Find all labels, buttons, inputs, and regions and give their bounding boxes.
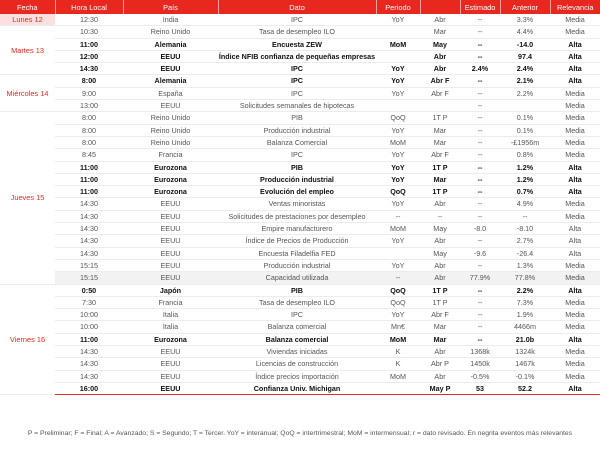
- hora-cell: 11:00: [55, 333, 123, 345]
- relevancia-cell: Media: [550, 149, 600, 161]
- hora-cell: 12:00: [55, 50, 123, 62]
- relevancia-cell: Media: [550, 112, 600, 124]
- table-row: [0, 333, 600, 345]
- mes-cell: Mar: [420, 173, 460, 185]
- relevancia-cell: Alta: [550, 75, 600, 87]
- table-row: [0, 198, 600, 210]
- hora-cell: 12:30: [55, 14, 123, 26]
- table-row: [0, 382, 600, 394]
- dato-cell: IPC: [218, 87, 376, 99]
- table-row: [0, 284, 600, 296]
- mes-cell: 1T P: [420, 112, 460, 124]
- header-periodo-mes: [420, 0, 460, 14]
- anterior-cell: 2.2%: [500, 87, 550, 99]
- table-row: [0, 136, 600, 148]
- periodo-cell: MoM: [376, 333, 420, 345]
- periodo-cell: YoY: [376, 124, 420, 136]
- periodo-cell: YoY: [376, 309, 420, 321]
- anterior-cell: 1324k: [500, 346, 550, 358]
- periodo-cell: QoQ: [376, 112, 420, 124]
- estimado-cell: --: [460, 186, 500, 198]
- hora-cell: 14:30: [55, 370, 123, 382]
- header-pais: País: [123, 0, 218, 14]
- pais-cell: Reino Unido: [123, 26, 218, 38]
- periodo-cell: YoY: [376, 235, 420, 247]
- hora-cell: 14:30: [55, 223, 123, 235]
- relevancia-cell: Alta: [550, 50, 600, 62]
- anterior-cell: 0.1%: [500, 112, 550, 124]
- mes-cell: Abr: [420, 235, 460, 247]
- dato-cell: IPC: [218, 75, 376, 87]
- anterior-cell: -26.4: [500, 247, 550, 259]
- periodo-cell: [376, 382, 420, 394]
- table-row: [0, 14, 600, 26]
- periodo-cell: YoY: [376, 87, 420, 99]
- dato-cell: Producción industrial: [218, 259, 376, 271]
- estimado-cell: --: [460, 284, 500, 296]
- hora-cell: 8:00: [55, 75, 123, 87]
- dato-cell: IPC: [218, 14, 376, 26]
- hora-cell: 14:30: [55, 247, 123, 259]
- periodo-cell: [376, 26, 420, 38]
- hora-cell: 9:00: [55, 87, 123, 99]
- relevancia-cell: Alta: [550, 161, 600, 173]
- relevancia-cell: Alta: [550, 173, 600, 185]
- pais-cell: EEUU: [123, 223, 218, 235]
- anterior-cell: 1.2%: [500, 161, 550, 173]
- estimado-cell: --: [460, 100, 500, 112]
- mes-cell: Abr: [420, 370, 460, 382]
- relevancia-cell: Alta: [550, 186, 600, 198]
- anterior-cell: 52.2: [500, 382, 550, 394]
- dato-cell: Solicitudes de prestaciones por desempleo: [218, 210, 376, 222]
- relevancia-cell: Alta: [550, 63, 600, 75]
- hora-cell: 14:30: [55, 198, 123, 210]
- estimado-cell: --: [460, 198, 500, 210]
- anterior-cell: 1.2%: [500, 173, 550, 185]
- hora-cell: 16:00: [55, 382, 123, 394]
- periodo-cell: YoY: [376, 63, 420, 75]
- estimado-cell: --: [460, 75, 500, 87]
- periodo-cell: MoM: [376, 136, 420, 148]
- mes-cell: Mar: [420, 124, 460, 136]
- dato-cell: Balanza comercial: [218, 333, 376, 345]
- mes-cell: May: [420, 247, 460, 259]
- relevancia-cell: Media: [550, 259, 600, 271]
- header-periodo: Periodo: [376, 0, 420, 14]
- table-row: [0, 223, 600, 235]
- estimado-cell: 1368k: [460, 346, 500, 358]
- estimado-cell: --: [460, 14, 500, 26]
- table-row: [0, 50, 600, 62]
- mes-cell: Mar: [420, 321, 460, 333]
- date-cell: Jueves 15: [0, 112, 55, 284]
- pais-cell: EEUU: [123, 370, 218, 382]
- mes-cell: Mar: [420, 333, 460, 345]
- relevancia-cell: Media: [550, 346, 600, 358]
- dato-cell: Producción industrial: [218, 173, 376, 185]
- estimado-cell: --: [460, 333, 500, 345]
- estimado-cell: -9.6: [460, 247, 500, 259]
- mes-cell: Abr P: [420, 358, 460, 370]
- relevancia-cell: Media: [550, 14, 600, 26]
- anterior-cell: 7.3%: [500, 296, 550, 308]
- estimado-cell: --: [460, 309, 500, 321]
- table-row: [0, 173, 600, 185]
- hora-cell: 14:30: [55, 63, 123, 75]
- estimado-cell: --: [460, 296, 500, 308]
- header-fecha: Fecha: [0, 0, 55, 14]
- hora-cell: 15:15: [55, 272, 123, 284]
- periodo-cell: YoY: [376, 149, 420, 161]
- relevancia-cell: Media: [550, 87, 600, 99]
- table-row: [0, 210, 600, 222]
- relevancia-cell: Media: [550, 272, 600, 284]
- pais-cell: Japón: [123, 284, 218, 296]
- hora-cell: 7:30: [55, 296, 123, 308]
- periodo-cell: --: [376, 210, 420, 222]
- mes-cell: Mar: [420, 136, 460, 148]
- anterior-cell: 2.1%: [500, 75, 550, 87]
- pais-cell: Francia: [123, 149, 218, 161]
- relevancia-cell: Media: [550, 296, 600, 308]
- dato-cell: Empire manufacturero: [218, 223, 376, 235]
- periodo-cell: YoY: [376, 161, 420, 173]
- anterior-cell: 4.4%: [500, 26, 550, 38]
- periodo-cell: MoM: [376, 38, 420, 50]
- pais-cell: EEUU: [123, 382, 218, 394]
- table-row: [0, 235, 600, 247]
- mes-cell: 1T P: [420, 296, 460, 308]
- relevancia-cell: Alta: [550, 247, 600, 259]
- relevancia-cell: Media: [550, 309, 600, 321]
- periodo-cell: K: [376, 346, 420, 358]
- hora-cell: 11:00: [55, 173, 123, 185]
- mes-cell: Abr F: [420, 149, 460, 161]
- periodo-cell: YoY: [376, 14, 420, 26]
- date-cell: Lunes 12: [0, 14, 55, 26]
- table-row: [0, 259, 600, 271]
- relevancia-cell: Media: [550, 100, 600, 112]
- hora-cell: 8:00: [55, 136, 123, 148]
- hora-cell: 0:50: [55, 284, 123, 296]
- header-relevancia: Relevancia: [550, 0, 600, 14]
- hora-cell: 11:00: [55, 161, 123, 173]
- anterior-cell: [500, 100, 550, 112]
- relevancia-cell: Media: [550, 124, 600, 136]
- pais-cell: India: [123, 14, 218, 26]
- periodo-cell: K: [376, 358, 420, 370]
- periodo-cell: --: [376, 272, 420, 284]
- hora-cell: 8:00: [55, 124, 123, 136]
- mes-cell: Abr F: [420, 309, 460, 321]
- estimado-cell: --: [460, 235, 500, 247]
- anterior-cell: 4466m: [500, 321, 550, 333]
- hora-cell: 8:00: [55, 112, 123, 124]
- estimado-cell: --: [460, 38, 500, 50]
- dato-cell: Capacidad utilizada: [218, 272, 376, 284]
- anterior-cell: 97.4: [500, 50, 550, 62]
- table-row: [0, 149, 600, 161]
- pais-cell: EEUU: [123, 50, 218, 62]
- estimado-cell: --: [460, 173, 500, 185]
- estimado-cell: --: [460, 50, 500, 62]
- table-row: [0, 26, 600, 38]
- dato-cell: Balanza Comercial: [218, 136, 376, 148]
- pais-cell: Italia: [123, 321, 218, 333]
- pais-cell: Eurozona: [123, 186, 218, 198]
- pais-cell: EEUU: [123, 259, 218, 271]
- relevancia-cell: Alta: [550, 382, 600, 394]
- hora-cell: 14:30: [55, 358, 123, 370]
- pais-cell: Francia: [123, 296, 218, 308]
- anterior-cell: 4.9%: [500, 198, 550, 210]
- anterior-cell: 0.8%: [500, 149, 550, 161]
- periodo-cell: YoY: [376, 75, 420, 87]
- relevancia-cell: Media: [550, 26, 600, 38]
- periodo-cell: [376, 247, 420, 259]
- estimado-cell: --: [460, 321, 500, 333]
- table-row: [0, 370, 600, 382]
- anterior-cell: 2.7%: [500, 235, 550, 247]
- date-cell: Martes 13: [0, 26, 55, 75]
- estimado-cell: 77.9%: [460, 272, 500, 284]
- estimado-cell: --: [460, 210, 500, 222]
- mes-cell: [420, 100, 460, 112]
- date-cell: Viernes 16: [0, 284, 55, 395]
- dato-cell: PIB: [218, 112, 376, 124]
- pais-cell: EEUU: [123, 358, 218, 370]
- dato-cell: Tasa de desempleo ILO: [218, 296, 376, 308]
- dato-cell: Viviendas iniciadas: [218, 346, 376, 358]
- estimado-cell: --: [460, 26, 500, 38]
- anterior-cell: 3.3%: [500, 14, 550, 26]
- anterior-cell: 1467k: [500, 358, 550, 370]
- relevancia-cell: Media: [550, 198, 600, 210]
- table-row: [0, 124, 600, 136]
- estimado-cell: -8.0: [460, 223, 500, 235]
- mes-cell: May: [420, 223, 460, 235]
- hora-cell: 10:30: [55, 26, 123, 38]
- relevancia-cell: Alta: [550, 38, 600, 50]
- mes-cell: --: [420, 210, 460, 222]
- table-header-row: [0, 0, 600, 14]
- anterior-cell: 0.7%: [500, 186, 550, 198]
- relevancia-cell: Alta: [550, 333, 600, 345]
- dato-cell: PIB: [218, 284, 376, 296]
- periodo-cell: QoQ: [376, 296, 420, 308]
- table-row: [0, 38, 600, 50]
- date-cell: Miércoles 14: [0, 75, 55, 112]
- dato-cell: Evolución del empleo: [218, 186, 376, 198]
- dato-cell: IPC: [218, 309, 376, 321]
- estimado-cell: --: [460, 136, 500, 148]
- table-row: [0, 321, 600, 333]
- footnote: P = Preliminar; F = Final; A = Avanzado; S = Segundo; T = Tercer. YoY = interanual; QoQ = intertrimestral; MoM = intermensual; r = dato revisado. En negrita eventos más relevantes: [27, 430, 573, 437]
- anterior-cell: 21.0b: [500, 333, 550, 345]
- table-row: [0, 186, 600, 198]
- mes-cell: Abr: [420, 198, 460, 210]
- mes-cell: May P: [420, 382, 460, 394]
- dato-cell: Índice precios importación: [218, 370, 376, 382]
- table-row: [0, 63, 600, 75]
- mes-cell: 1T P: [420, 186, 460, 198]
- anterior-cell: -14.0: [500, 38, 550, 50]
- mes-cell: May: [420, 38, 460, 50]
- dato-cell: Licencias de construcción: [218, 358, 376, 370]
- pais-cell: Reino Unido: [123, 112, 218, 124]
- estimado-cell: --: [460, 124, 500, 136]
- estimado-cell: --: [460, 87, 500, 99]
- anterior-cell: 2.4%: [500, 63, 550, 75]
- relevancia-cell: Alta: [550, 223, 600, 235]
- periodo-cell: YoY: [376, 259, 420, 271]
- periodo-cell: QoQ: [376, 186, 420, 198]
- anterior-cell: -8.10: [500, 223, 550, 235]
- dato-cell: Ventas minoristas: [218, 198, 376, 210]
- hora-cell: 14:30: [55, 346, 123, 358]
- header-dato: Dato: [218, 0, 376, 14]
- anterior-cell: 1.3%: [500, 259, 550, 271]
- pais-cell: EEUU: [123, 272, 218, 284]
- pais-cell: Alemania: [123, 75, 218, 87]
- periodo-cell: MoM: [376, 370, 420, 382]
- mes-cell: 1T P: [420, 161, 460, 173]
- dato-cell: PIB: [218, 161, 376, 173]
- table-row: [0, 100, 600, 112]
- dato-cell: Confianza Univ. Michigan: [218, 382, 376, 394]
- mes-cell: Abr: [420, 50, 460, 62]
- relevancia-cell: Media: [550, 210, 600, 222]
- pais-cell: EEUU: [123, 198, 218, 210]
- table-row: [0, 296, 600, 308]
- header-hora-local: Hora Local: [55, 0, 123, 14]
- relevancia-cell: Alta: [550, 284, 600, 296]
- pais-cell: EEUU: [123, 235, 218, 247]
- anterior-cell: --: [500, 210, 550, 222]
- table-row: [0, 247, 600, 259]
- periodo-cell: YoY: [376, 173, 420, 185]
- mes-cell: Abr F: [420, 87, 460, 99]
- relevancia-cell: Media: [550, 136, 600, 148]
- pais-cell: Reino Unido: [123, 124, 218, 136]
- table-row: [0, 112, 600, 124]
- mes-cell: Abr: [420, 14, 460, 26]
- table-row: [0, 346, 600, 358]
- pais-cell: Italia: [123, 309, 218, 321]
- pais-cell: EEUU: [123, 346, 218, 358]
- hora-cell: 10:00: [55, 321, 123, 333]
- pais-cell: España: [123, 87, 218, 99]
- table-row: [0, 309, 600, 321]
- header-anterior: Anterior: [500, 0, 550, 14]
- pais-cell: EEUU: [123, 210, 218, 222]
- dato-cell: IPC: [218, 149, 376, 161]
- estimado-cell: --: [460, 259, 500, 271]
- estimado-cell: -0.5%: [460, 370, 500, 382]
- periodo-cell: [376, 100, 420, 112]
- mes-cell: Abr: [420, 259, 460, 271]
- hora-cell: 14:30: [55, 235, 123, 247]
- hora-cell: 10:00: [55, 309, 123, 321]
- pais-cell: Eurozona: [123, 161, 218, 173]
- periodo-cell: QoQ: [376, 284, 420, 296]
- periodo-cell: YoY: [376, 198, 420, 210]
- header-estimado: Estimado: [460, 0, 500, 14]
- estimado-cell: --: [460, 161, 500, 173]
- table-body: [0, 14, 600, 395]
- anterior-cell: -0.1%: [500, 370, 550, 382]
- estimado-cell: 2.4%: [460, 63, 500, 75]
- estimado-cell: 53: [460, 382, 500, 394]
- pais-cell: Eurozona: [123, 173, 218, 185]
- mes-cell: Mar: [420, 26, 460, 38]
- mes-cell: Abr: [420, 346, 460, 358]
- dato-cell: Tasa de desempleo ILO: [218, 26, 376, 38]
- table-row: [0, 161, 600, 173]
- pais-cell: Reino Unido: [123, 136, 218, 148]
- dato-cell: Índice de Precios de Producción: [218, 235, 376, 247]
- mes-cell: 1T P: [420, 284, 460, 296]
- dato-cell: Índice NFIB confianza de pequeñas empresas: [218, 51, 376, 61]
- hora-cell: 11:00: [55, 38, 123, 50]
- estimado-cell: --: [460, 112, 500, 124]
- relevancia-cell: Media: [550, 321, 600, 333]
- table-row: [0, 87, 600, 99]
- periodo-cell: MoM: [376, 223, 420, 235]
- periodo-cell: [376, 50, 420, 62]
- relevancia-cell: Media: [550, 358, 600, 370]
- anterior-cell: 1.9%: [500, 309, 550, 321]
- table-row: [0, 75, 600, 87]
- pais-cell: EEUU: [123, 247, 218, 259]
- pais-cell: Eurozona: [123, 333, 218, 345]
- estimado-cell: --: [460, 149, 500, 161]
- periodo-cell: Mn€: [376, 321, 420, 333]
- pais-cell: EEUU: [123, 100, 218, 112]
- mes-cell: Abr F: [420, 75, 460, 87]
- mes-cell: Abr: [420, 272, 460, 284]
- hora-cell: 11:00: [55, 186, 123, 198]
- dato-cell: Encuesta Filadelfia FED: [218, 247, 376, 259]
- hora-cell: 8:45: [55, 149, 123, 161]
- table-row: [0, 358, 600, 370]
- dato-cell: Encuesta ZEW: [218, 38, 376, 50]
- anterior-cell: 2.2%: [500, 284, 550, 296]
- hora-cell: 15:15: [55, 259, 123, 271]
- relevancia-cell: Media: [550, 370, 600, 382]
- estimado-cell: 1450k: [460, 358, 500, 370]
- mes-cell: Abr: [420, 63, 460, 75]
- hora-cell: 14:30: [55, 210, 123, 222]
- anterior-cell: 77.8%: [500, 272, 550, 284]
- relevancia-cell: Alta: [550, 235, 600, 247]
- anterior-cell: 0.1%: [500, 124, 550, 136]
- pais-cell: EEUU: [123, 63, 218, 75]
- anterior-cell: -£1956m: [500, 136, 550, 148]
- dato-cell: Solicitudes semanales de hipotecas: [218, 100, 376, 112]
- dato-cell: Producción industrial: [218, 124, 376, 136]
- hora-cell: 13:00: [55, 100, 123, 112]
- dato-cell: IPC: [218, 63, 376, 75]
- table-row: [0, 272, 600, 284]
- dato-cell: Balanza comercial: [218, 321, 376, 333]
- pais-cell: Alemania: [123, 38, 218, 50]
